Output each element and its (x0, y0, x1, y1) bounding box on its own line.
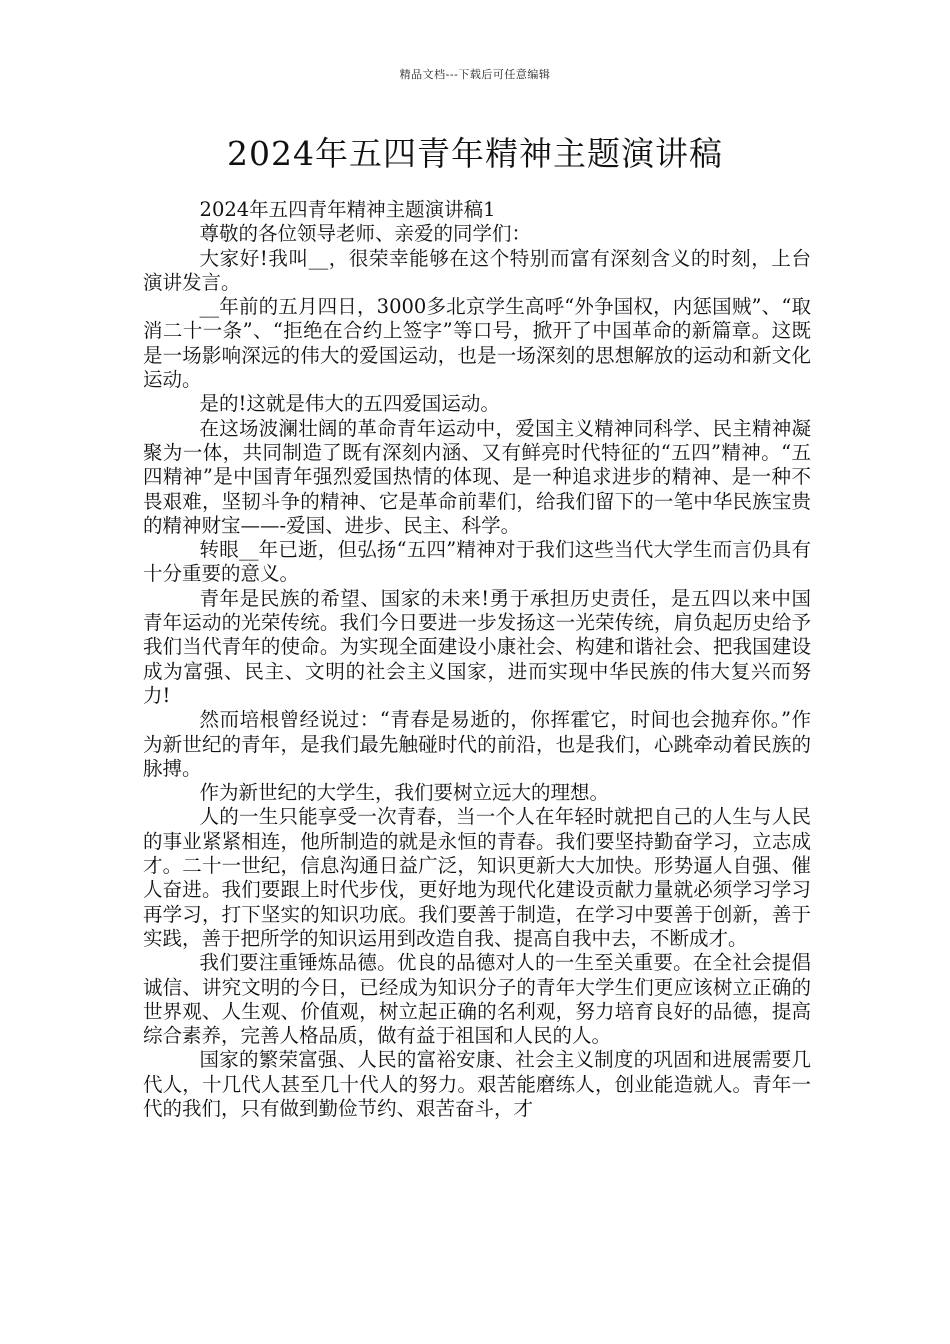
section-subtitle: 2024年五四青年精神主题演讲稿1 (199, 198, 496, 221)
paragraph: 然而培根曾经说过：“青春是易逝的，你挥霍它，时间也会抛弃你。”作为新世纪的青年，是我们最先触碰时代的前沿，也是我们，心跳牵动着民族的脉搏。 (143, 708, 811, 780)
header-note: 精品文档---下载后可任意编辑 (399, 68, 551, 81)
paragraph: 作为新世纪的大学生，我们要树立远大的理想。 (199, 781, 610, 805)
paragraph: 大家好!我叫__，很荣幸能够在这个特别而富有深刻含义的时刻，上台演讲发言。 (143, 246, 811, 294)
paragraph: 转眼__年已逝，但弘扬“五四”精神对于我们这些当代大学生而言仍具有十分重要的意义。 (143, 538, 811, 586)
paragraph: 人的一生只能享受一次青春，当一个人在年轻时就把自己的人生与人民的事业紧紧相连，他所制造的就是永恒的青春。我们要坚持勤奋学习，立志成才。二十一世纪，信息沟通日益广泛，知识更新大大加快。形势逼人自强、催人奋进。我们要跟上时代步伐，更好地为现代化建设贡献力量就必须学习学习再学习，打下坚实的知识功底。我们要善于制造，在学习中要善于创新，善于实践，善于把所学的知识运用到改造自我、提高自我中去，不断成才。 (143, 805, 811, 950)
paragraph: __年前的五月四日，3000多北京学生高呼“外争国权，内惩国贼”、“取消二十一条”、“拒绝在合约上签字”等口号，掀开了中国革命的新篇章。这既是一场影响深远的伟大的爱国运动，也是一场深刻的思想解放的运动和新文化运动。 (143, 295, 811, 392)
paragraph: 在这场波澜壮阔的革命青年运动中，爱国主义精神同科学、民主精神凝聚为一体，共同制造了既有深刻内涵、又有鲜亮时代特征的“五四”精神。“五四精神”是中国青年强烈爱国热情的体现、是一种追求进步的精神、是一种不畏艰难，坚韧斗争的精神、它是革命前辈们，给我们留下的一笔中华民族宝贵的精神财宝——-爱国、进步、民主、科学。 (143, 416, 811, 537)
document-title: 2024年五四青年精神主题演讲稿 (227, 134, 723, 173)
paragraph: 青年是民族的希望、国家的未来!勇于承担历史责任，是五四以来中国青年运动的光荣传统。我们今日要进一步发扬这一光荣传统，肩负起历史给予我们当代青年的使命。为实现全面建设小康社会、构建和谐社会、把我国建设成为富强、民主、文明的社会主义国家，进而实现中华民族的伟大复兴而努力! (143, 586, 811, 707)
document-body (143, 198, 811, 1121)
paragraph: 国家的繁荣富强、人民的富裕安康、社会主义制度的巩固和进展需要几代人，十几代人甚至几十代人的努力。艰苦能磨练人，创业能造就人。青年一代的我们，只有做到勤俭节约、艰苦奋斗，才 (143, 1048, 811, 1120)
paragraph: 是的!这就是伟大的五四爱国运动。 (199, 392, 500, 416)
paragraph: 我们要注重锤炼品德。优良的品德对人的一生至关重要。在全社会提倡诚信、讲究文明的今日，已经成为知识分子的青年大学生们更应该树立正确的世界观、人生观、价值观，树立起正确的名利观，努力培育良好的品德，提高综合素养，完善人格品质，做有益于祖国和人民的人。 (143, 951, 811, 1048)
salutation: 尊敬的各位领导老师、亲爱的同学们： (199, 222, 532, 246)
